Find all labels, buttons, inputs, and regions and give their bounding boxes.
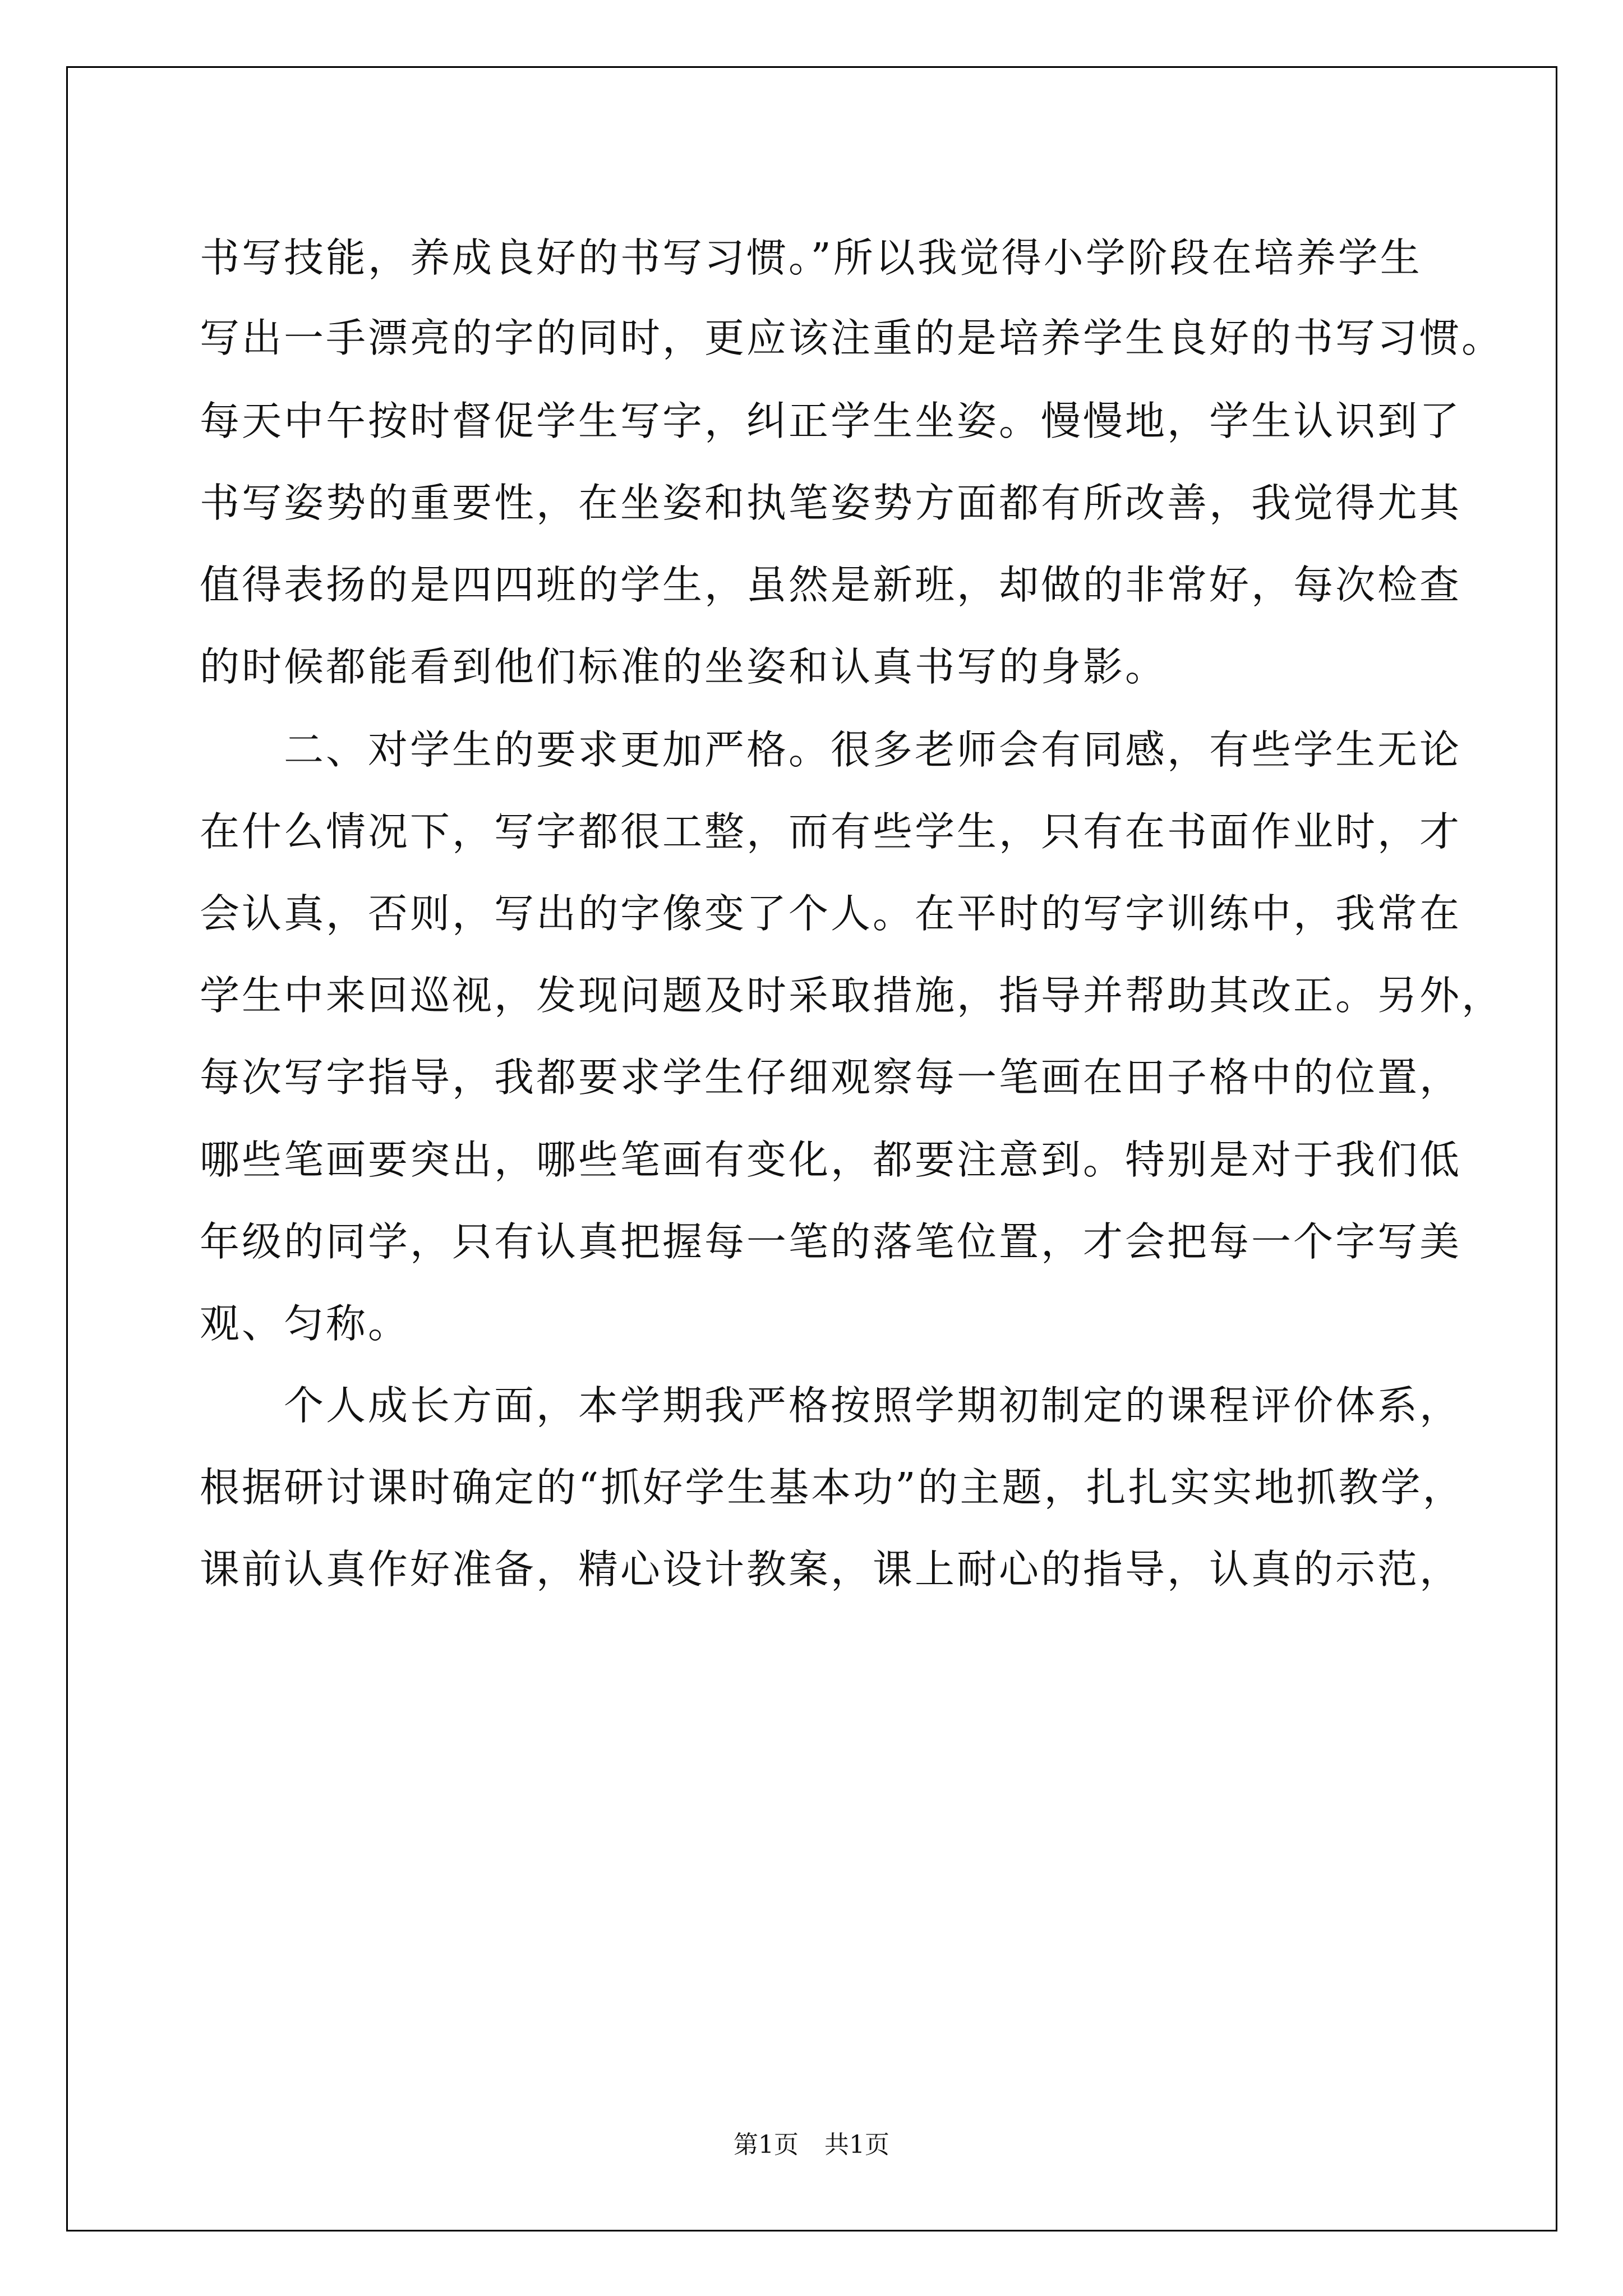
text-line: 学生中来回巡视，发现问题及时采取措施，指导并帮助其改正。另外， bbox=[200, 972, 1504, 1019]
text-line: 每天中午按时督促学生写字，纠正学生坐姿。慢慢地，学生认识到了 bbox=[200, 398, 1462, 444]
text-line: 课前认真作好准备，精心设计教案，课上耐心的指导，认真的示范， bbox=[200, 1546, 1462, 1593]
text-line: 哪些笔画要突出，哪些笔画有变化，都要注意到。特别是对于我们低 bbox=[200, 1137, 1462, 1183]
text-line: 根据研讨课时确定的“抓好学生基本功”的主题，扎扎实实地抓教学， bbox=[200, 1464, 1465, 1511]
text-line: 在什么情况下，写字都很工整，而有些学生，只有在书面作业时，才 bbox=[200, 808, 1462, 855]
text-line: 书写姿势的重要性，在坐姿和执笔姿势方面都有所改善，我觉得尤其 bbox=[200, 480, 1462, 526]
text-line: 年级的同学，只有认真把握每一笔的落笔位置，才会把每一个字写美 bbox=[200, 1218, 1462, 1265]
text-line: 个人成长方面，本学期我严格按照学期初制定的课程评价体系， bbox=[200, 1382, 1462, 1429]
text-line: 二、对学生的要求更加严格。很多老师会有同感，有些学生无论 bbox=[200, 726, 1462, 773]
text-line: 每次写字指导，我都要求学生仔细观察每一笔画在田子格中的位置， bbox=[200, 1054, 1462, 1101]
page-footer bbox=[0, 2128, 1623, 2162]
text-line: 观、匀称。 bbox=[200, 1300, 411, 1347]
page-number: 第1页 bbox=[734, 2131, 799, 2159]
text-line: 会认真，否则，写出的字像变了个人。在平时的写字训练中，我常在 bbox=[200, 890, 1462, 937]
text-line: 书写技能，养成良好的书写习惯。”所以我觉得小学阶段在培养学生 bbox=[200, 234, 1422, 281]
text-line: 写出一手漂亮的字的同时，更应该注重的是培养学生良好的书写习惯。 bbox=[200, 315, 1504, 361]
page-total: 共1页 bbox=[824, 2131, 889, 2159]
text-line: 的时候都能看到他们标准的坐姿和认真书写的身影。 bbox=[200, 643, 1168, 690]
text-line: 值得表扬的是四四班的学生，虽然是新班，却做的非常好，每次检查 bbox=[200, 562, 1462, 608]
